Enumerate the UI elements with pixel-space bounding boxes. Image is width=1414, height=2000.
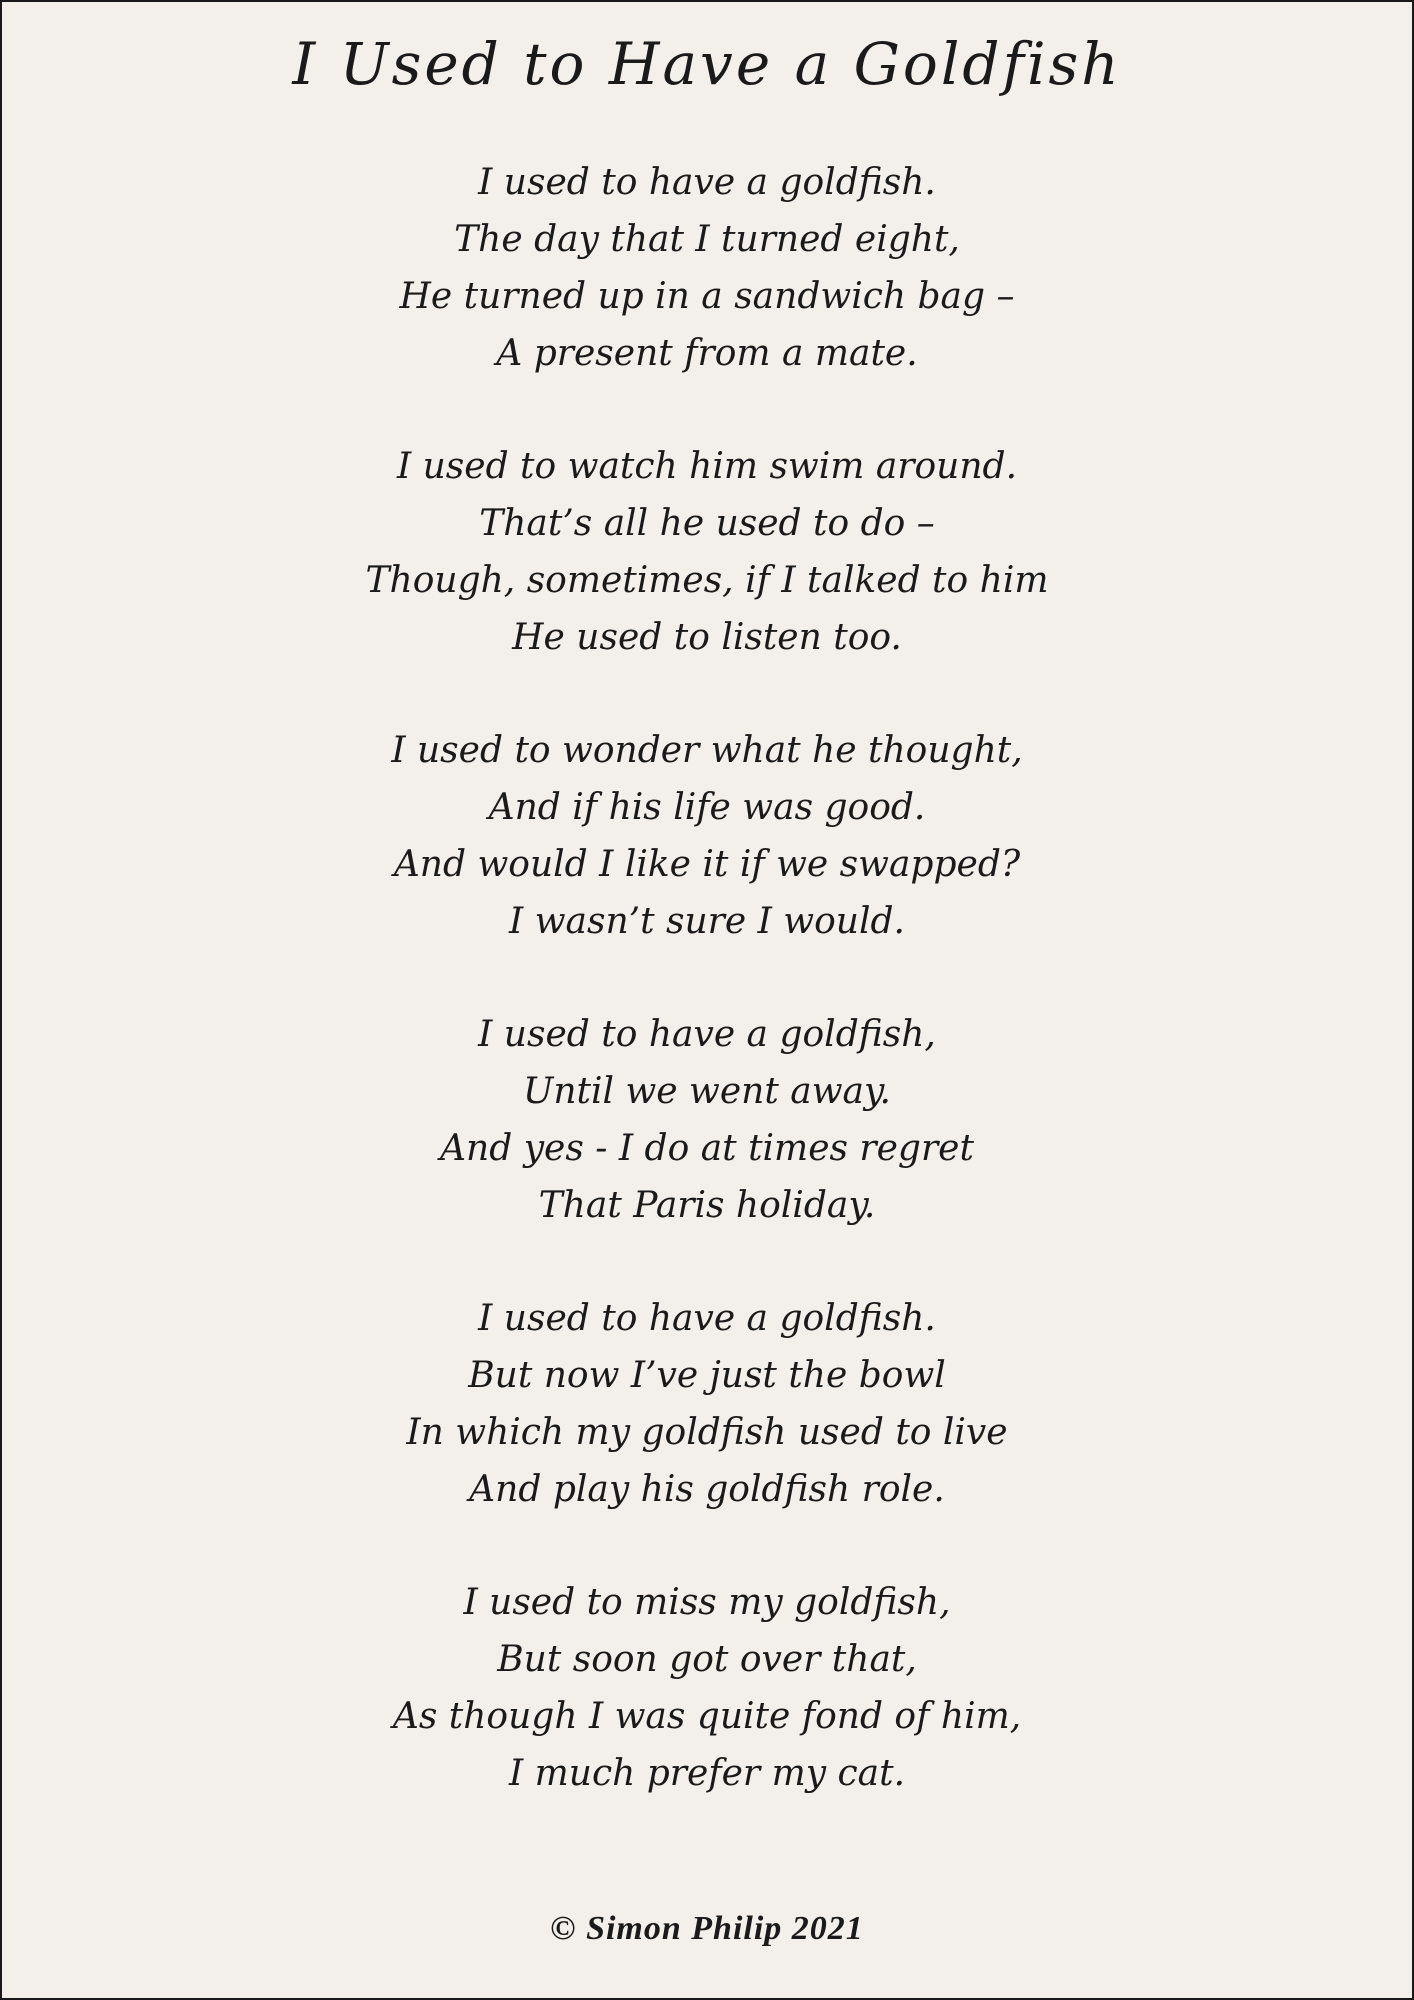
poem-line: Until we went away. — [523, 1071, 891, 1112]
poem-line: And play his goldfish role. — [469, 1469, 945, 1510]
poem-line: I used to watch him swim around. — [396, 446, 1018, 487]
poem-line: But now I’ve just the bowl — [468, 1355, 946, 1396]
poem-line: I used to have a goldfish, — [478, 1014, 936, 1055]
poem-line: And yes - I do at times regret — [440, 1128, 974, 1169]
poem-line: I used to have a goldfish. — [478, 1298, 936, 1339]
stanza-3 — [2, 722, 1412, 1006]
poem-line: I much prefer my cat. — [508, 1753, 906, 1794]
poem-line: Though, sometimes, if I talked to him — [365, 560, 1049, 601]
poem-line: And would I like it if we swapped? — [393, 844, 1021, 885]
author-signature: © Simon Philip 2021 — [550, 1910, 864, 1947]
poem-title: I Used to Have a Goldfish — [292, 30, 1122, 98]
poem-line: He used to listen too. — [512, 617, 902, 658]
poem-line: And if his life was good. — [488, 787, 926, 828]
stanza-4 — [2, 1006, 1412, 1290]
stanza-2 — [2, 438, 1412, 722]
poem-line: In which my goldfish used to live — [406, 1412, 1008, 1453]
stanza-6 — [2, 1574, 1412, 1858]
poem-line: That’s all he used to do – — [479, 503, 935, 544]
poem-line: I used to wonder what he thought, — [391, 730, 1023, 771]
poem-line: He turned up in a sandwich bag – — [399, 276, 1015, 317]
poem-line: As though I was quite fond of him, — [392, 1696, 1022, 1737]
stanza-5 — [2, 1290, 1412, 1574]
poem-line: The day that I turned eight, — [454, 219, 960, 260]
poem-line: That Paris holiday. — [538, 1185, 876, 1226]
poem-body — [2, 154, 1412, 1858]
poem-line: A present from a mate. — [496, 333, 918, 374]
poem-line: But soon got over that, — [497, 1639, 917, 1680]
poem-line: I used to have a goldfish. — [478, 162, 936, 203]
poem-line: I used to miss my goldfish, — [463, 1582, 951, 1623]
stanza-1 — [2, 154, 1412, 438]
poem-line: I wasn’t sure I would. — [509, 901, 905, 942]
